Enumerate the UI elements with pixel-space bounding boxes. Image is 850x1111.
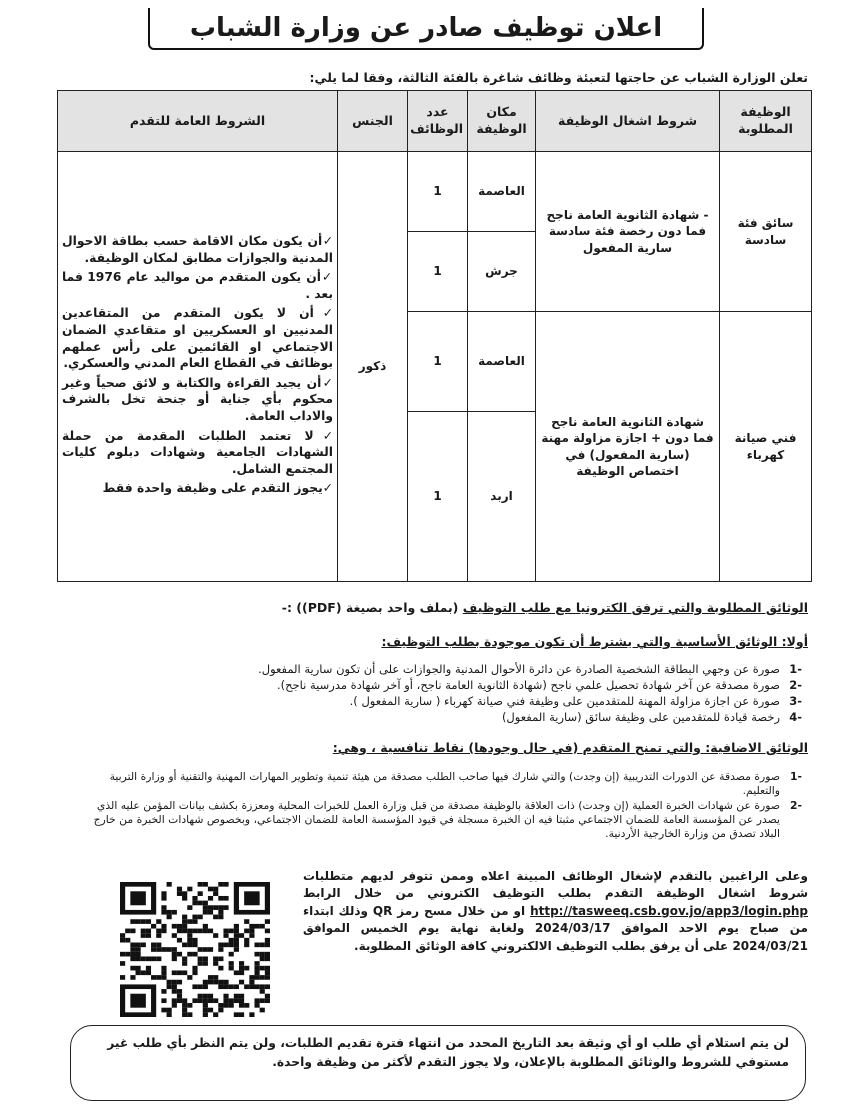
- item-text: صورة مصدقة عن آخر شهادة تحصيل علمي ناجح (شهادة الثانوية العامة ناجح، أو آخر شهادة مدرسية ناجح).: [276, 677, 780, 692]
- item-text: صورة عن شهادات الخبرة العملية (إن وجدت) ذات العلاقة بالوظيفة مصدقة من قبل وزارة العمل للخبرات المحلية ومعززة بكشف بيانات المؤمن عليه الذي يصدر عن المؤسسة العامة للضمان الاجتماعي مثبتا فيه ان الخبرة مسجلة في قيود المؤسسة العامة للضمان الاجتماعي، وبخصوص شهادات الخبرة من خارج البلاد تصدق من وزارة الخارجية الأردنية.: [93, 799, 780, 841]
- basic-docs-list: [82, 662, 802, 726]
- header-place: مكان الوظيفة: [468, 91, 536, 152]
- place-cell: العاصمة: [468, 152, 536, 232]
- basic-docs-heading: أولا: الوثائق الأساسية والتي يشترط أن تكون موجودة بطلب التوظيف:: [381, 634, 808, 649]
- item-number: -4: [789, 709, 802, 724]
- jobs-table: [57, 90, 812, 582]
- condition-item: ✓يجوز التقدم على وظيفة واحدة فقط: [102, 481, 333, 496]
- documents-heading-suffix: (بملف واحد بصيغة (PDF)) :-: [281, 600, 459, 615]
- closing-notice: لن يتم استلام أي طلب او أي وثيقة بعد التاريخ المحدد من انتهاء فترة تقديم الطلبات، ولن يتم النظر بأي طلب غير مستوفي للشروط والوثائق المطلوبة بالإعلان، ولا يجوز التقدم لأكثر من وظيفة واحدة.: [70, 1025, 806, 1101]
- place-cell: جرش: [468, 232, 536, 312]
- count-cell: 1: [408, 412, 468, 582]
- job-requirements-cell: - شهادة الثانوية العامة ناجح فما دون رخصة فئة سادسة سارية المفعول: [536, 152, 720, 312]
- condition-item: ✓أن لا يكون المتقدم من المتقاعدين المدنيين او العسكريين او متقاعدي الضمان الاجتماعي او القائمين على رأس عملهم بوظائف في القطاع العام المدني والعسكري.: [62, 306, 333, 371]
- list-item: [82, 678, 802, 693]
- documents-heading: [48, 600, 808, 615]
- item-number: -3: [789, 693, 802, 708]
- apply-text-2: او من خلال مسح رمز QR وذلك ابتداء من صباح يوم الاحد الموافق 2024/03/17 ولغاية نهاية يوم الخميس الموافق 2024/03/21 على أن يرفق بطلب التوظيف الالكتروني كافة الوثائق المطلوبة.: [303, 903, 808, 953]
- item-number: -2: [789, 677, 802, 692]
- item-text: صورة عن وجهي البطاقة الشخصية الصادرة عن دائرة الأحوال المدنية والجوازات على أن تكون سارية المفعول.: [258, 662, 780, 676]
- item-number: -1: [789, 662, 802, 676]
- condition-item: ✓أن يكون مكان الاقامة حسب بطاقة الاحوال المدنية والجوازات مطابق لمكان الوظيفة.: [62, 234, 333, 265]
- documents-heading-main: الوثائق المطلوبة والتي ترفق الكترونيا مع طلب التوظيف: [462, 600, 808, 615]
- apply-text-1: وعلى الراغبين بالتقدم لإشغال الوظائف المبينة اعلاه وممن تتوفر لديهم متطلبات شروط اشغال الوظيفة التقدم بطلب التوظيف الكتروني من خلال الرابط: [303, 869, 808, 901]
- item-text: صورة عن اجازة مزاولة المهنة للمتقدمين على وظيفة فني صيانة كهرباء ( سارية المفعول ).: [349, 693, 780, 708]
- condition-item: ✓لا تعتمد الطلبات المقدمة من حملة الشهادات الجامعية وشهادات دبلوم كليات المجتمع الشامل.: [62, 428, 333, 476]
- header-count: عدد الوظائف: [408, 91, 468, 152]
- condition-item: ✓أن يكون المتقدم من مواليد عام 1976 فما بعد .: [62, 270, 333, 301]
- place-cell: العاصمة: [468, 312, 536, 412]
- general-conditions-cell: [58, 152, 338, 582]
- header-gender: الجنس: [338, 91, 408, 152]
- list-item: [82, 799, 802, 841]
- item-number: -2: [790, 799, 802, 813]
- additional-docs-list: [82, 770, 802, 842]
- apply-link[interactable]: http://tasweeq.csb.gov.jo/app3/login.php: [530, 903, 809, 918]
- place-cell: اربد: [468, 412, 536, 582]
- job-title-cell: سائق فئة سادسة: [720, 152, 812, 312]
- count-cell: 1: [408, 232, 468, 312]
- job-requirements-cell: شهادة الثانوية العامة ناجح فما دون + اجازة مزاولة مهنة (سارية المفعول) في اختصاص الوظيفة: [536, 312, 720, 582]
- gender-cell: ذكور: [338, 152, 408, 582]
- header-requirements: شروط اشغال الوظيفة: [536, 91, 720, 152]
- item-number: -1: [790, 770, 802, 783]
- list-item: [82, 694, 802, 709]
- title-frame: [148, 8, 704, 50]
- apply-instructions: [303, 868, 808, 955]
- item-text: رخصة قيادة للمتقدمين على وظيفة سائق (سارية المفعول): [501, 709, 780, 724]
- item-text: صورة مصدقة عن الدورات التدريبية (إن وجدت) والتي شارك فيها صاحب الطلب مصدقة من هيئة تنمية وتطوير المهارات المهنية والتقنية أو وزارة التربية والتعليم.: [109, 770, 780, 798]
- header-job: الوظيفة المطلوبة: [720, 91, 812, 152]
- list-item: [82, 770, 802, 798]
- job-title-cell: فني صيانة كهرباء: [720, 312, 812, 582]
- condition-item: ✓أن يجيد القراءة والكتابة و لائق صحياً وغير محكوم بأي جناية أو جنحة تخل بالشرف والاداب العامة.: [62, 375, 333, 423]
- page-title: اعلان توظيف صادر عن وزارة الشباب: [189, 13, 663, 43]
- table-row: [58, 152, 812, 232]
- list-item: [82, 710, 802, 725]
- qr-code-image[interactable]: [120, 882, 270, 1017]
- intro-text: تعلن الوزارة الشباب عن حاجتها لتعبئة وظائف شاغرة بالفئة الثالثة، وفقا لما يلي:: [309, 70, 808, 85]
- count-cell: 1: [408, 312, 468, 412]
- additional-docs-heading: الوثائق الاضافية: والتي تمنح المتقدم (في حال وجودها) نقاط تنافسية ، وهي:: [332, 740, 808, 755]
- table-header-row: [58, 91, 812, 152]
- count-cell: 1: [408, 152, 468, 232]
- list-item: [82, 662, 802, 677]
- header-conditions: الشروط العامة للتقدم: [58, 91, 338, 152]
